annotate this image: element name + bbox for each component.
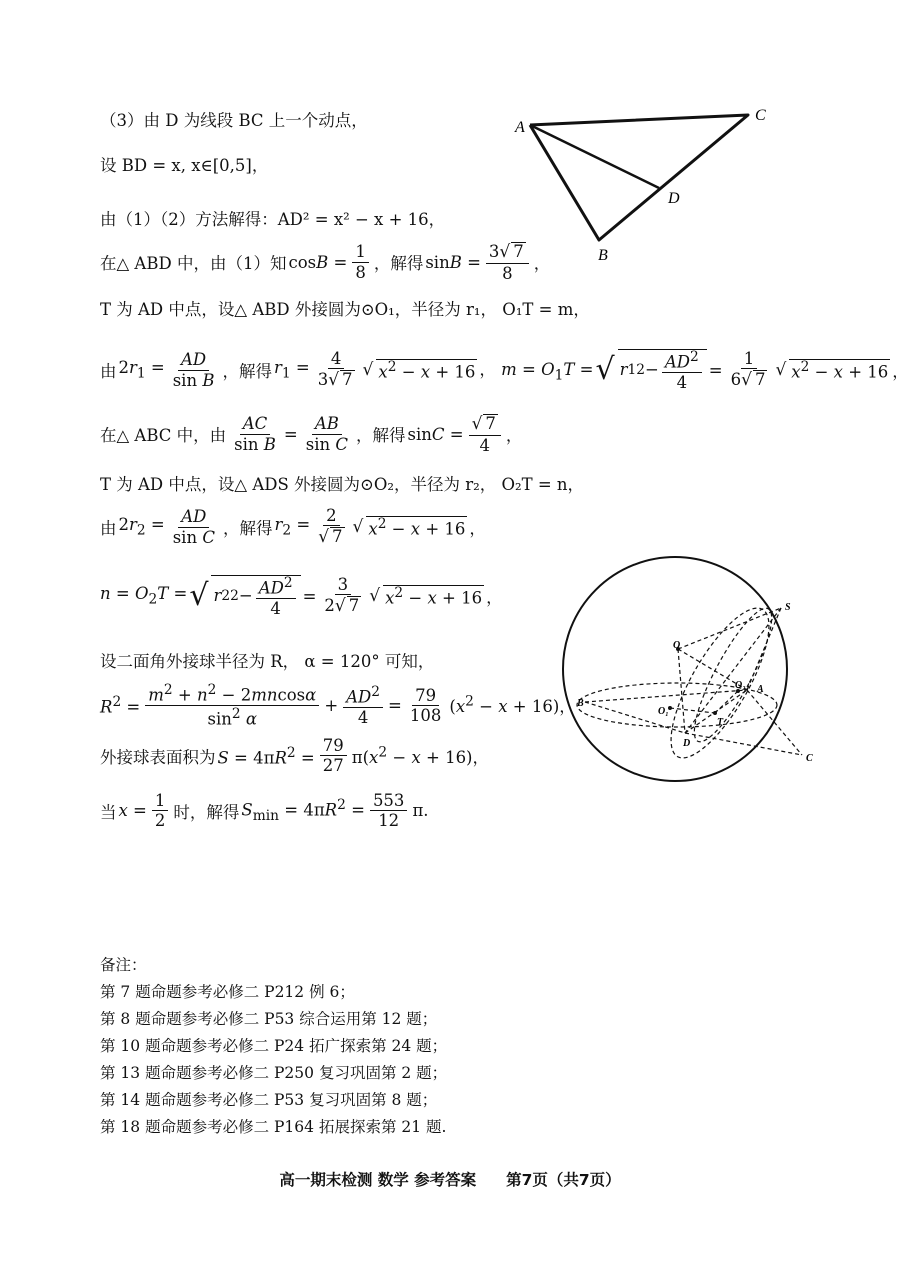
solution-line-1 bbox=[100, 107, 368, 131]
solution-line-9: 由 $2r_2$ = $\frac{AD}{\text{sin C}}$ ，解得 $r_2$ = $\frac{2}{√ 7}$ √ $x^2 - x + 16$ ， bbox=[100, 506, 486, 548]
text-solve: ，解得 bbox=[222, 362, 272, 382]
text-sphere-radius: 设二面角外接球半径为 R， α = 120° 可知， bbox=[100, 652, 435, 671]
label-a: A bbox=[757, 684, 764, 695]
text-ad-squared: 由（1）（2）方法解得：AD² = x² − x + 16， bbox=[100, 210, 446, 229]
label-a: A bbox=[515, 119, 525, 136]
fraction: $\frac{553}{12}$ bbox=[370, 792, 408, 830]
text-solve: ，解得 bbox=[373, 254, 424, 274]
text-part-3-intro: （3）由 D 为线段 BC 上一个动点， bbox=[100, 111, 368, 130]
fraction: $\frac{√ 7}{4}$ bbox=[469, 414, 501, 454]
label-d: D bbox=[683, 738, 691, 749]
note-item: 第 10 题命题参考必修二 P24 拓广探索第 24 题； bbox=[100, 1037, 448, 1055]
text-in-triangle-abc: 在△ ABC 中，由 bbox=[100, 426, 227, 446]
construction-lines bbox=[585, 608, 802, 755]
solution-line-2 bbox=[100, 152, 268, 176]
note-item: 第 8 题命题参考必修二 P53 综合运用第 12 题； bbox=[100, 1010, 438, 1028]
text-solve-min: 时，解得 bbox=[173, 802, 240, 822]
text-solve: ，解得 bbox=[356, 426, 406, 446]
fraction: $\frac{79}{108}$ bbox=[409, 685, 442, 725]
fraction: $\frac{1}{6√ 7}$ bbox=[730, 348, 766, 391]
fraction: $\frac{AD^2}{4}$ bbox=[343, 685, 383, 726]
label-c: C bbox=[755, 107, 766, 124]
label-b: B bbox=[577, 698, 584, 709]
fraction: $\frac{79}{27}$ bbox=[320, 737, 347, 775]
fraction: $\frac{2}{√ 7}$ bbox=[318, 506, 343, 548]
tilted-ellipse bbox=[653, 595, 786, 770]
label-d: D bbox=[668, 190, 680, 207]
solution-line-6: 由 $2r_1$ = $\frac{AD}{\text{sin B}}$ ，解得 $r_1$ = $\frac{4}{3√ 7}$ √ $x^2 - x + 16$ ， $m = O_1T$ = √ r 1 2 − $\frac{AD^2}{4}$ = $\frac{1}{6√ 7}$ √ $x^2 - x + 16$ ， bbox=[100, 348, 909, 392]
text-solve: ，解得 bbox=[222, 519, 273, 539]
footer-title: 高一期末检测 数学 参考答案 bbox=[279, 1171, 477, 1189]
sphere-outline bbox=[563, 557, 787, 781]
text-circumcircle-o1: T 为 AD 中点，设△ ABD 外接圆为⊙O₁，半径为 r₁， O₁T = m， bbox=[100, 300, 590, 319]
solution-line-14: 当 x = $\frac{1}{2}$ 时，解得 $S_{min} = 4\pi R^2$ = $\frac{553}{12}$ π. bbox=[100, 791, 429, 831]
solution-line-10: $n = O_2T$ = √ r 2 2 − $\frac{AD^2}{4}$ = $\frac{3}{2√ 7}$ √ $x^2 - x + 16$ ， bbox=[100, 574, 503, 618]
label-b: B bbox=[598, 247, 608, 264]
notes-title: 备注： bbox=[100, 956, 147, 974]
solution-line-7: 在△ ABC 中，由 $\frac{AC}{\text{sin B}}$ = $\frac{AB}{\text{sin C}}$ ，解得 sinC = $\frac{√ 7}{4}$ ， bbox=[100, 414, 523, 455]
text-from: 由 bbox=[100, 362, 117, 382]
solution-line-5 bbox=[100, 296, 590, 320]
text-when: 当 bbox=[100, 802, 117, 822]
solution-line-8 bbox=[100, 471, 584, 495]
label-o: O bbox=[673, 640, 681, 651]
triangle-figure bbox=[505, 100, 795, 270]
label-o2: O₂ bbox=[735, 680, 746, 691]
solution-line-11 bbox=[100, 648, 434, 672]
label-c: C bbox=[806, 753, 813, 764]
tilted-ellipse-2 bbox=[682, 600, 784, 749]
fraction: $\frac{AD}{\text{sin C}}$ bbox=[172, 507, 215, 547]
sphere-figure bbox=[555, 565, 825, 775]
text-circumcircle-o2: T 为 AD 中点，设△ ADS 外接圆为⊙O₂，半径为 r₂， O₂T = n， bbox=[100, 475, 585, 494]
fraction: $\frac{3}{2√ 7}$ bbox=[324, 574, 360, 617]
text-surface-area: 外接球表面积为 bbox=[100, 747, 216, 767]
footer-page-number: 第7页（共7页） bbox=[506, 1171, 621, 1189]
label-t: T bbox=[717, 717, 724, 728]
fraction: $\frac{AC}{\text{sin B}}$ bbox=[234, 414, 276, 454]
fraction: $\frac{AB}{\text{sin C}}$ bbox=[305, 414, 348, 454]
solution-line-13: 外接球表面积为 $S = 4\pi R^2$ = $\frac{79}{27}$ $\pi(x^2 - x + 16)$， bbox=[100, 736, 489, 776]
page-footer bbox=[0, 1168, 900, 1190]
fraction: $\frac{3√ 7}{8}$ bbox=[486, 242, 529, 282]
note-item: 第 18 题命题参考必修二 P164 拓展探索第 21 题. bbox=[100, 1118, 447, 1136]
solution-line-12: $R^2$ = $\frac{m^2 + n^2 - 2mncos\alpha}{\sin^2 \alpha}$ + $\frac{AD^2}{4}$ = $\frac{79}{108}$ $(x^2 - x + 16)$， bbox=[100, 682, 576, 729]
note-item: 第 7 题命题参考必修二 P212 例 6； bbox=[100, 983, 355, 1001]
fraction: $\frac{m^2 + n^2 - 2mncos\alpha}{\sin^2 \alpha}$ bbox=[145, 683, 319, 728]
text-from: 由 bbox=[100, 519, 117, 539]
fraction: $\frac{1}{8}$ bbox=[352, 243, 369, 281]
text-bd-definition: 设 BD = x, x∈[0,5]， bbox=[100, 156, 269, 175]
fraction: $\frac{AD}{\text{sin B}}$ bbox=[172, 350, 215, 390]
fraction: $\frac{1}{2}$ bbox=[152, 792, 169, 830]
solution-line-3 bbox=[100, 206, 445, 230]
note-item: 第 13 题命题参考必修二 P250 复习巩固第 2 题； bbox=[100, 1064, 448, 1082]
note-item: 第 14 题命题参考必修二 P53 复习巩固第 8 题； bbox=[100, 1091, 438, 1109]
text-in-triangle-abd: 在△ ABD 中，由（1）知 bbox=[100, 254, 287, 274]
label-o1: O₁ bbox=[658, 706, 669, 717]
solution-line-4: 在△ ABD 中，由（1）知 cosB = $\frac{1}{8}$ ，解得 sinB = $\frac{3√ 7}{8}$ ， bbox=[100, 242, 551, 283]
label-s: S bbox=[785, 602, 791, 613]
fraction: $\frac{4}{3√ 7}$ bbox=[317, 348, 353, 391]
